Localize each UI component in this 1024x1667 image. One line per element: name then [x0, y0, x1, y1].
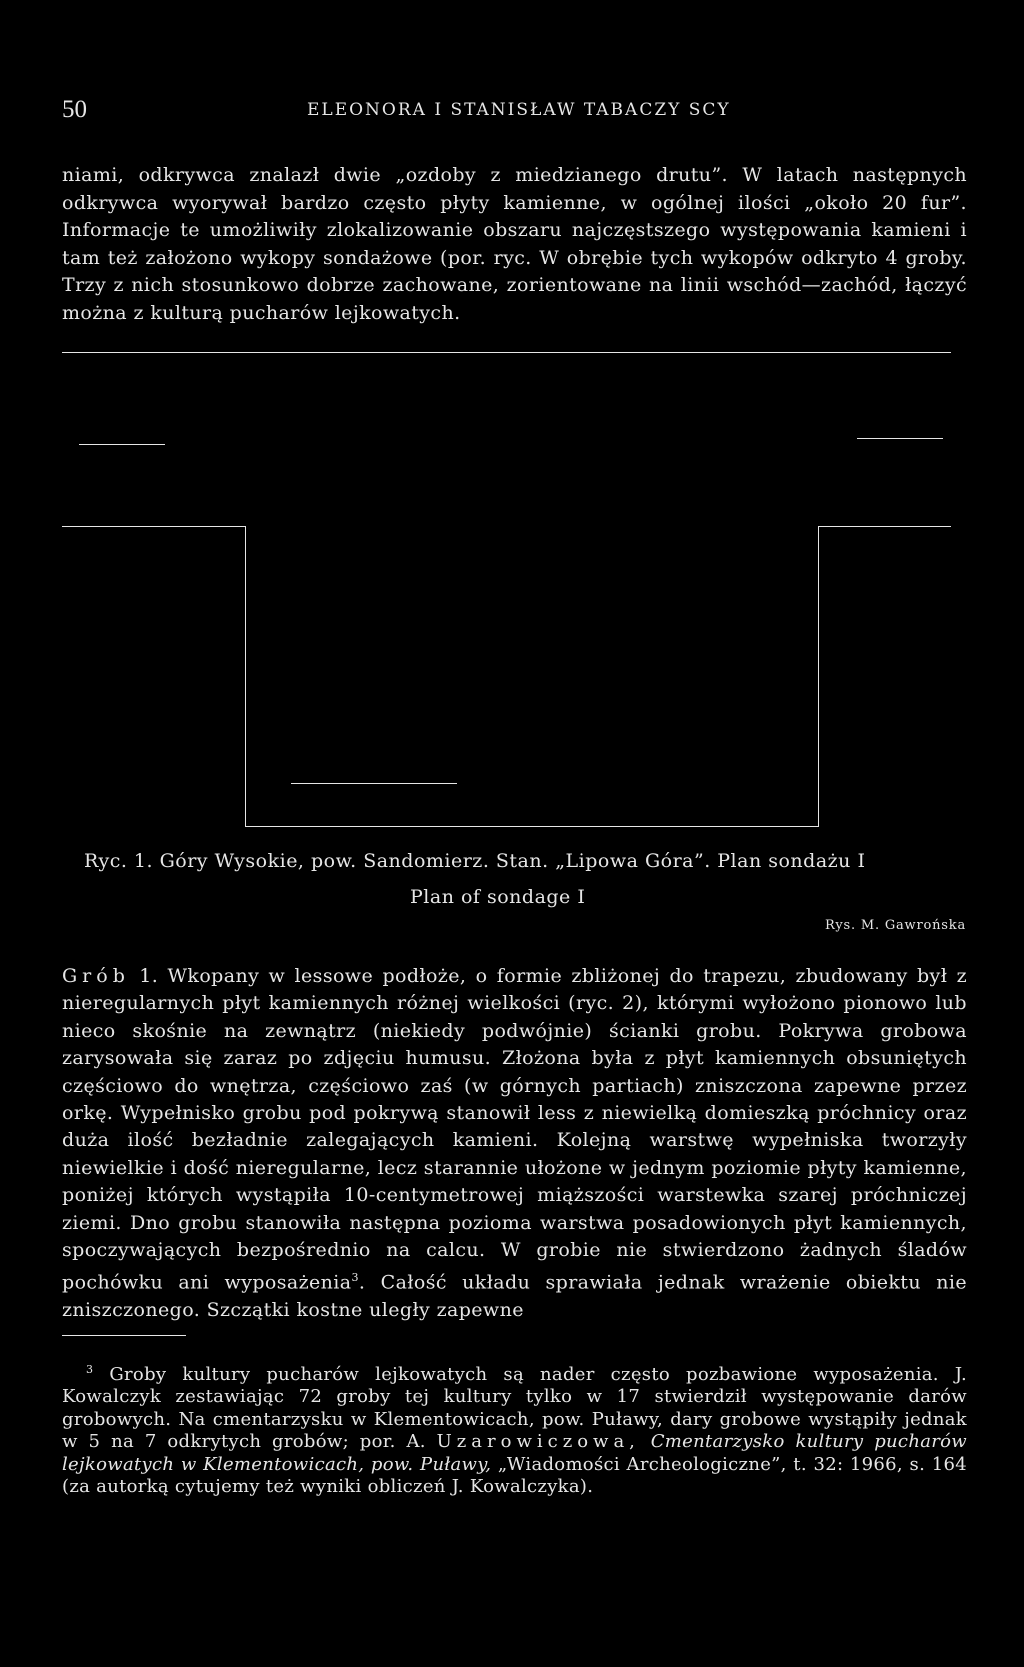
grave-paragraph — [62, 963, 967, 1325]
intro-paragraph: niami, odkrywca znalazł dwie „ozdoby z miedzianego drutu”. W latach następnych odkrywca wyorywał bardzo często płyty kamienne, w ogólnej ilości „około 20 fur”. Informacje te umożliwiły zlokalizowanie obszaru najczęstszego występowania kamieni i tam też założono wykopy sondażowe (por. ryc. W obrębie tych wykopów odkryto 4 groby. Trzy z nich stosunkowo dobrze zachowane, zorientowane na linii wschód—zachód, łączyć można z kulturą pucharów lejkowatych. — [62, 164, 967, 324]
plan-line-mark-right — [857, 438, 943, 439]
footnote-marker: 3 — [86, 1363, 94, 1376]
plan-trench-top-left — [62, 526, 246, 527]
footnote-cited-title: Cmentarzysko kultury pucharów lejkowatych w Klementowicach, pow. Puławy, — [62, 1431, 967, 1475]
grave-text: 1. Wkopany w lessowe podłoże, o formie zbliżonej do trapezu, zbudowany był z nieregularnych płyt kamiennych różnej wielkości (ryc. 2), którymi wyłożono pionowo lub nieco skośnie na zewnątrz (niekiedy podwójnie) ścianki grobu. Pokrywa grobowa zarysowała się zaraz po zdjęciu humusu. Złożona była z płyt kamiennych obsuniętych częściowo do wnętrza, częściowo zaś (w górnych partiach) zniszczona zapewne przez orkę. Wypełnisko grobu pod pokrywą stanowił less z niewielką domieszką próchnicy oraz duża ilość bezładnie zalegających kamieni. Kolejną warstwę wypełniska tworzyły niewielkie i dość nieregularne, lecz starannie ułożone w jednym poziomie płyty kamienne, poniżej których wystąpiła 10-centymetrowej miąższości warstewka szarej próchniczej ziemi. Dno grobu stanowiła następna pozioma warstwa posadowionych płyt kamiennych, spoczywających bezpośrednio na calcu. W grobie nie stwierdzono żadnych śladów pochówku ani wyposażenia — [62, 965, 967, 1294]
plan-line-mark-left — [79, 444, 165, 445]
plan-trench-wall-right — [818, 526, 819, 827]
page-number: 50 — [62, 96, 87, 123]
plan-line-top — [62, 352, 951, 353]
footnote-text-end: „Wiadomości Archeologiczne”, t. 32: 1966, s. 164 (za autorką cytujemy też wyniki obliczeń J. Kowalczyka). — [62, 1453, 967, 1498]
page-header — [62, 96, 962, 126]
running-title: ELEONORA I STANISŁAW TABACZY SCY — [307, 100, 731, 120]
grave-text-continued: . Całość układu sprawiała jednak wrażenie obiektu nie zniszczonego. Szczątki kostne uległy zapewne — [62, 1271, 968, 1322]
footnote-author: Uzarowiczowa, — [436, 1431, 640, 1453]
plan-trench-bottom — [245, 826, 819, 827]
footnote-text: Groby kultury pucharów lejkowatych są nader często pozbawione wyposażenia. J. Kowalczyk zestawiając 72 groby tej kultury tylko w 17 stwierdził występowanie darów grobowych. Na cmentarzysku w Klementowicach, pow. Puławy, dary grobowe wystąpiły jednak w 5 na 7 odkrytych grobów; por. A. — [62, 1364, 967, 1453]
footnote-separator — [62, 1335, 186, 1336]
figure-caption-en: Plan of sondage I — [410, 886, 586, 908]
grave-heading: Grób — [62, 965, 130, 987]
figure-credit: Rys. M. Gawrońska — [825, 918, 966, 933]
figure-caption-pl: Ryc. 1. Góry Wysokie, pow. Sandomierz. Stan. „Lipowa Góra”. Plan sondażu I — [84, 850, 866, 872]
plan-trench-top-right — [818, 526, 951, 527]
plan-trench-wall-left — [245, 526, 246, 826]
plan-inner-line — [291, 783, 457, 784]
footnote-reference: 3 — [351, 1271, 359, 1285]
footnote — [62, 1359, 967, 1498]
